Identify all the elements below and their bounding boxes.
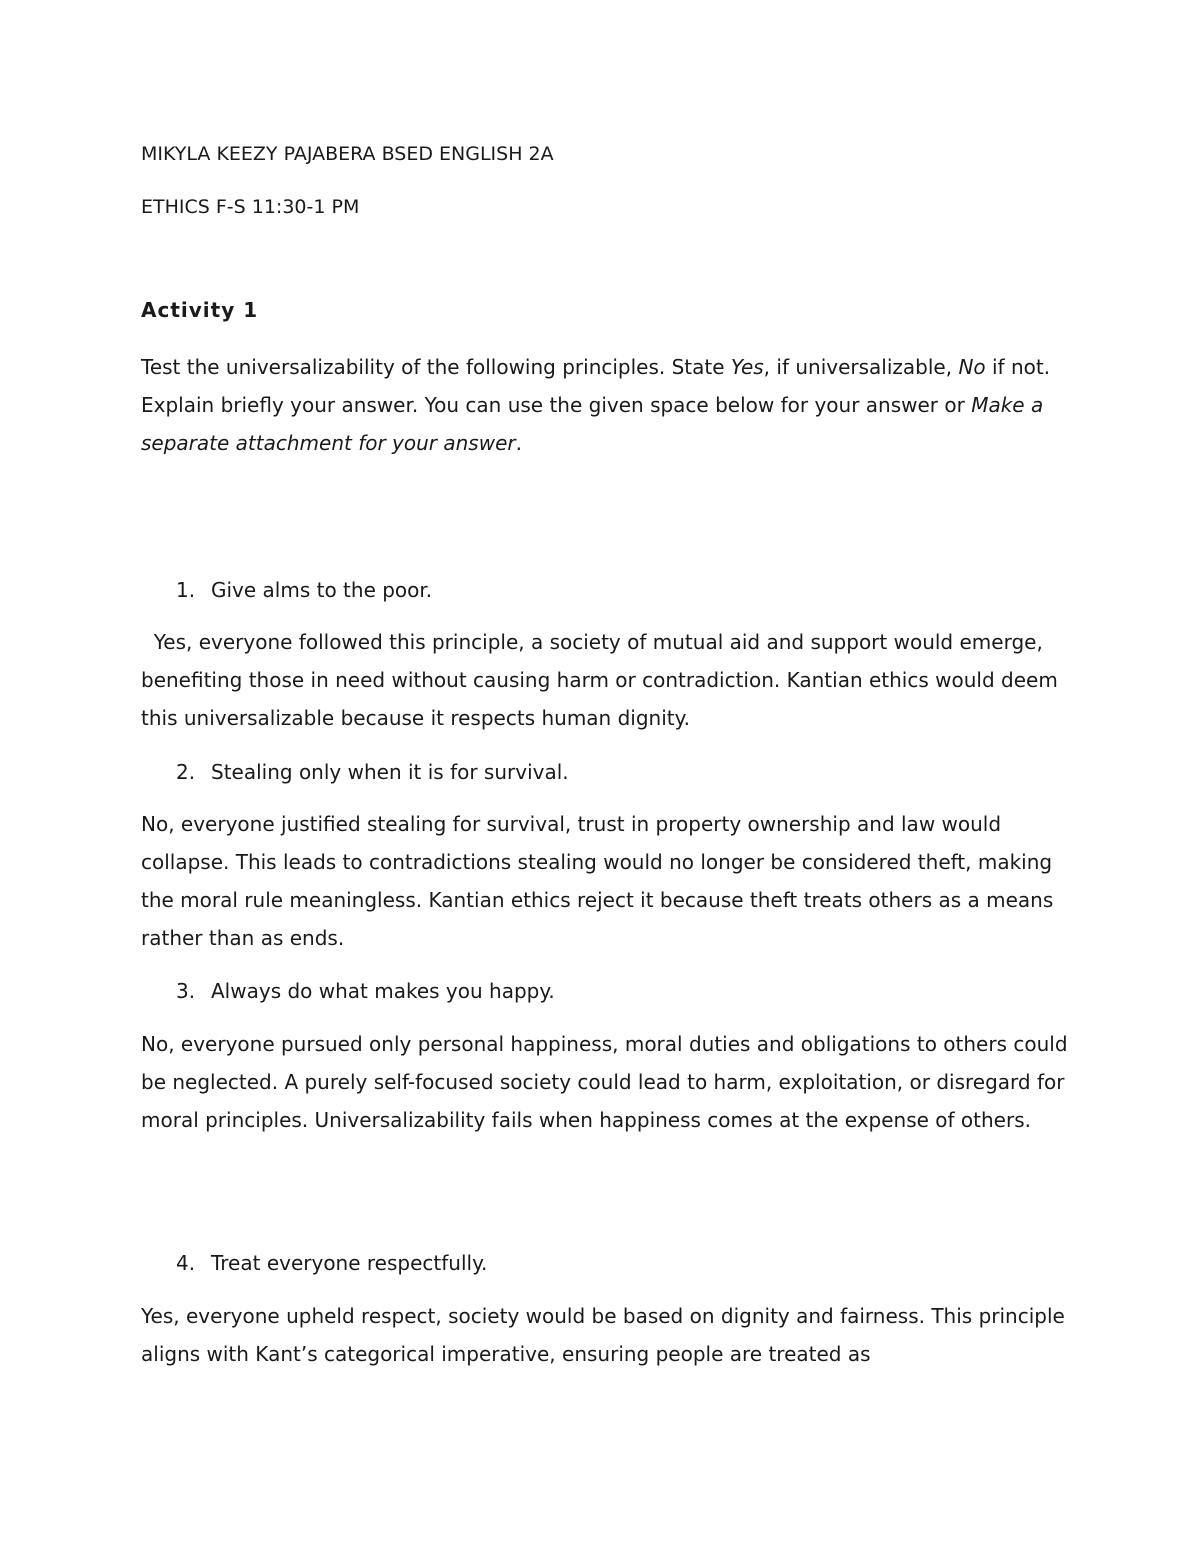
- item-principle: Give alms to the poor.: [211, 578, 433, 602]
- list-item: [176, 753, 569, 791]
- list-item: [176, 972, 555, 1010]
- item-number: 3.: [176, 979, 196, 1003]
- student-name-line: MIKYLA KEEZY PAJABERA BSED ENGLISH 2A: [141, 143, 554, 165]
- list-item: [176, 1244, 487, 1282]
- item-number: 1.: [176, 578, 196, 602]
- item-number: 4.: [176, 1251, 196, 1275]
- item-answer: Yes, everyone followed this principle, a society of mutual aid and support would emerge, benefiting those in need without causing harm or contradiction. Kantian ethics would deem this universalizable because it respects human dignity.: [141, 630, 1065, 730]
- item-principle: Always do what makes you happy.: [211, 979, 555, 1003]
- item-principle: Treat everyone respectfully.: [211, 1251, 488, 1275]
- class-schedule-line: ETHICS F-S 11:30-1 PM: [141, 196, 360, 218]
- list-item: [176, 571, 432, 609]
- item-answer: No, everyone justified stealing for survival, trust in property ownership and law would collapse. This leads to contradictions stealing would no longer be considered theft, making the moral rule meaningless. Kantian ethics reject it because theft treats others as a means rather than as ends.: [141, 812, 1054, 950]
- item-answer: No, everyone pursued only personal happiness, moral duties and obligations to others could be neglected. A purely self-focused society could lead to harm, exploitation, or disregard for moral principles. Universalizability fails when happiness comes at the expense of others.: [141, 1032, 1068, 1132]
- activity-heading: Activity 1: [141, 298, 259, 322]
- item-principle: Stealing only when it is for survival.: [211, 760, 569, 784]
- item-number: 2.: [176, 760, 196, 784]
- activity-instructions: Test the universalizability of the following principles. State Yes, if universalizable, No if not. Explain briefly your answer. You can use the given space below for your answer or Make a separate attachment for your answer.: [141, 355, 1051, 455]
- item-answer: Yes, everyone upheld respect, society would be based on dignity and fairness. This principle aligns with Kant’s categorical imperative, ensuring people are treated as: [141, 1304, 1065, 1366]
